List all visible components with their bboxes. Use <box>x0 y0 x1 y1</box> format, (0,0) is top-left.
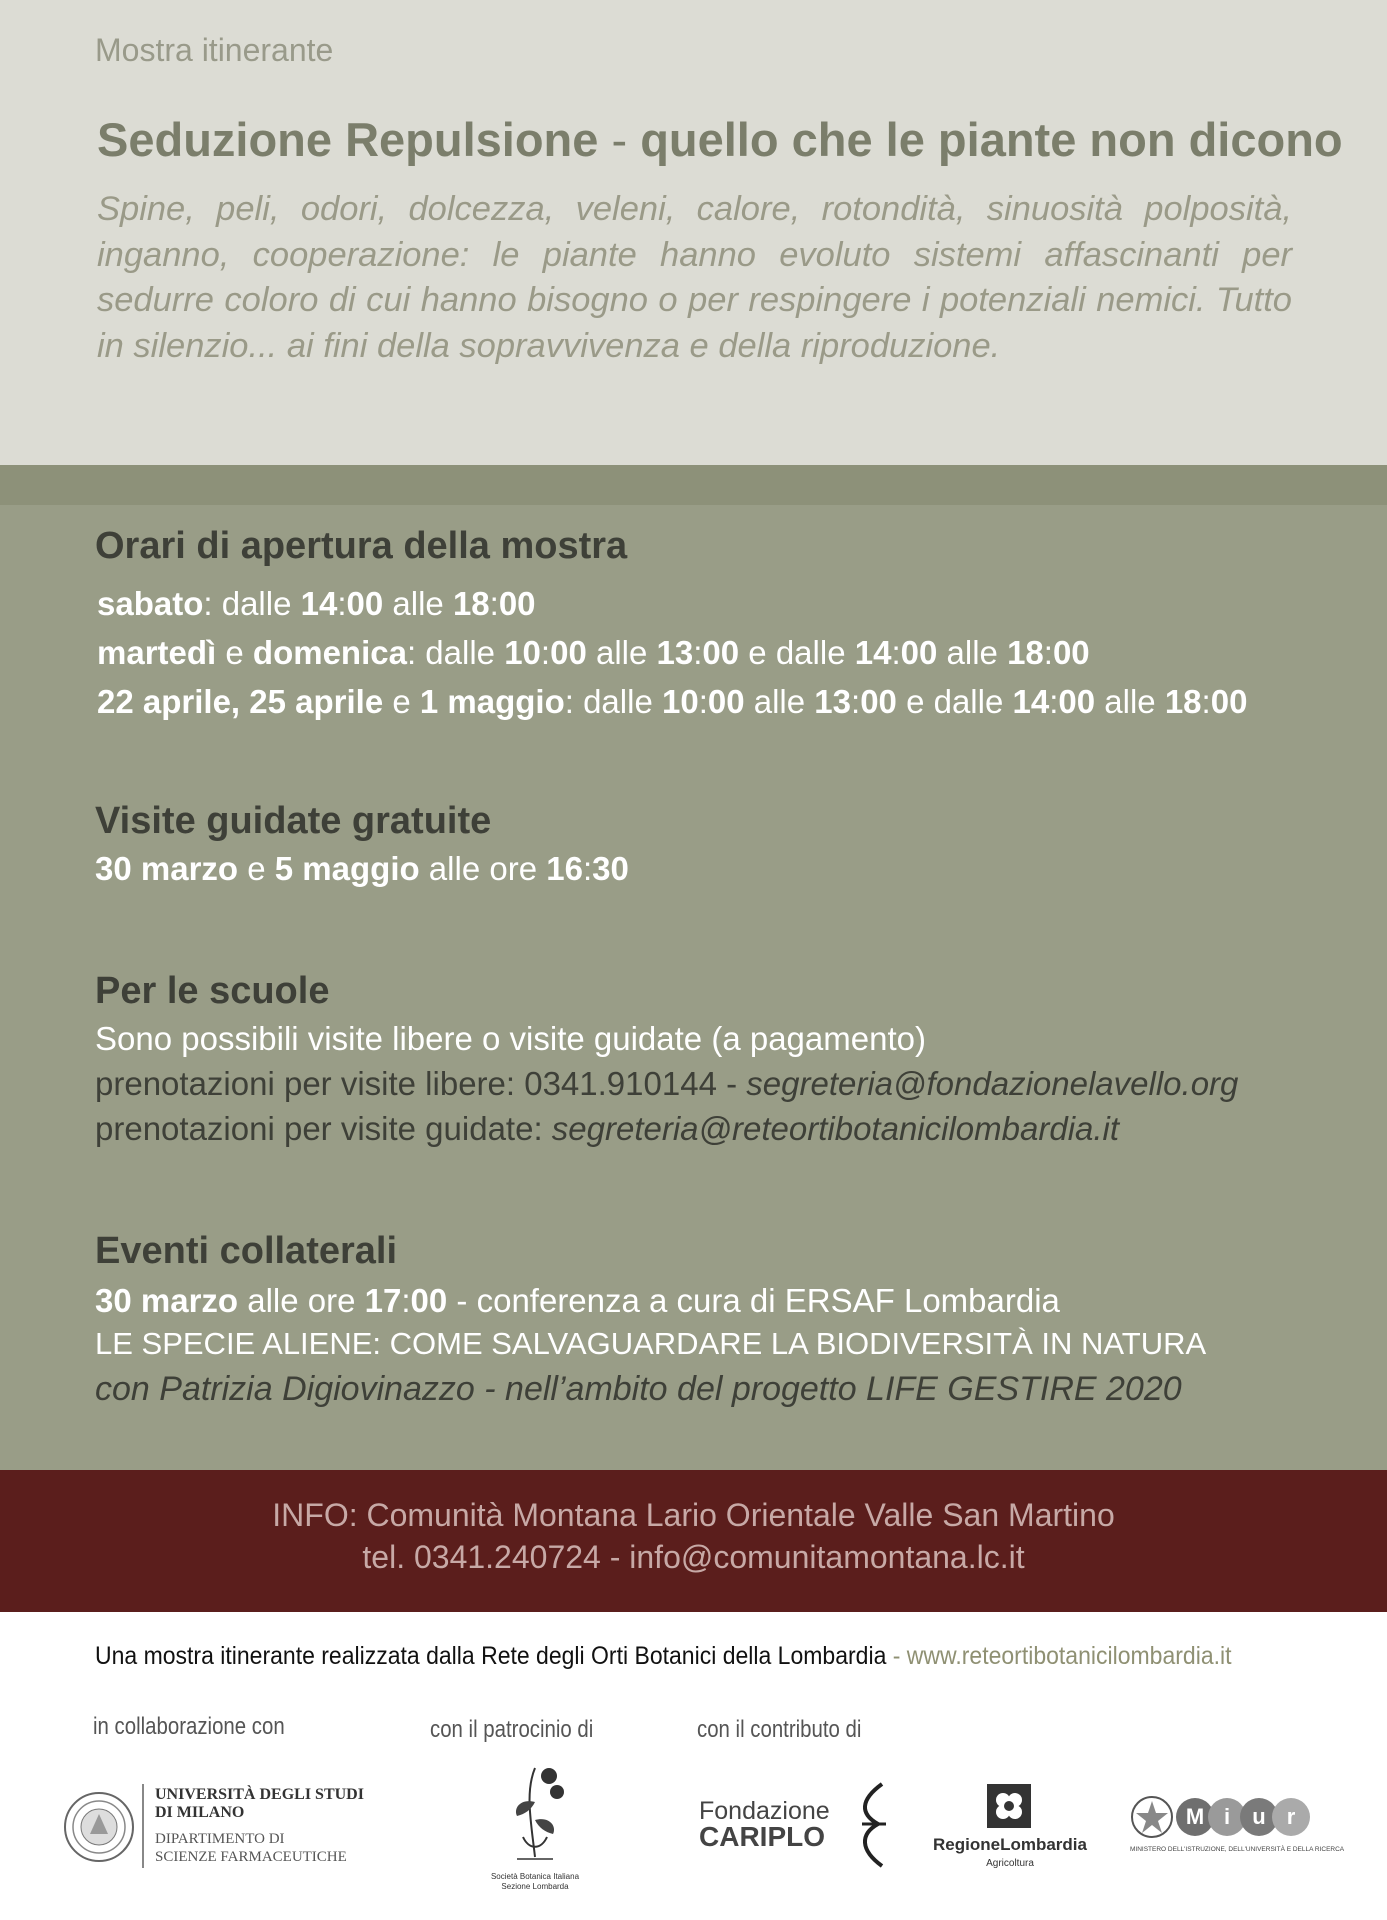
eventi-title: LE SPECIE ALIENE: COME SALVAGUARDARE LA BIODIVERSITÀ IN NATURA <box>95 1326 1207 1361</box>
unimi-department: DIPARTIMENTO DI SCIENZE FARMACEUTICHE <box>155 1831 347 1865</box>
miur-letter: i <box>1208 1798 1246 1836</box>
sbi-caption: Società Botanica Italiana Sezione Lombarda <box>490 1872 580 1891</box>
regione-name: RegioneLombardia <box>933 1835 1087 1854</box>
regione-lombardia-icon <box>987 1784 1031 1828</box>
orari-heading: Orari di apertura della mostra <box>95 525 628 567</box>
cariplo-logo: Fondazione CARIPLO <box>699 1797 830 1852</box>
unimi-seal-icon <box>62 1790 136 1864</box>
miur-letter: r <box>1272 1798 1310 1836</box>
visite-dates: 30 marzo e 5 maggio alle ore 16:30 <box>95 850 629 887</box>
scuole-heading: Per le scuole <box>95 970 330 1012</box>
botanical-society-icon <box>495 1762 575 1872</box>
eventi-heading: Eventi collaterali <box>95 1230 398 1272</box>
miur-logo <box>1176 1798 1336 1838</box>
info-line-2: tel. 0341.240724 - info@comunitamontana.lc.it <box>362 1539 1025 1575</box>
info-line-1: INFO: Comunità Montana Lario Orientale Valle San Martino <box>272 1497 1115 1533</box>
italian-emblem-icon <box>1130 1795 1174 1839</box>
scuole-line-2: prenotazioni per visite libere: 0341.910144 - segreteria@fondazionelavello.org <box>95 1065 1239 1102</box>
cariplo-mark-icon <box>852 1780 890 1870</box>
kicker: Mostra itinerante <box>95 32 334 68</box>
contributo-label: con il contributo di <box>697 1716 862 1743</box>
patrocinio-label: con il patrocinio di <box>430 1716 594 1743</box>
orari-line-martedi: martedì e domenica: dalle 10:00 alle 13:00 e dalle 14:00 alle 18:00 <box>97 634 1090 671</box>
email-link[interactable]: segreteria@fondazionelavello.org <box>746 1065 1239 1102</box>
footer-credit: Una mostra itinerante realizzata dalla Rete degli Orti Botanici della Lombardia - www.reteortibotanicilombardia.it <box>95 1642 1232 1670</box>
orari-line-sabato: sabato: dalle 14:00 alle 18:00 <box>97 585 536 622</box>
email-link[interactable]: segreteria@reteortibotanicilombardia.it <box>551 1110 1120 1147</box>
lead-paragraph: Spine, peli, odori, dolcezza, veleni, calore, rotondità, sinuosità polposità, inganno, cooperazione: le piante hanno evoluto sistemi affascinanti per sedurre coloro di cui hanno bisogno o per respingere i potenziali nemici. Tutto in silenzio... ai fini della sopravvivenza e della riproduzione. <box>97 190 1292 365</box>
website-link[interactable]: www.reteortibotanicilombardia.it <box>906 1642 1232 1670</box>
eventi-credit: con Patrizia Digiovinazzo - nell’ambito del progetto LIFE GESTIRE 2020 <box>95 1370 1182 1408</box>
miur-letter: u <box>1240 1798 1278 1836</box>
visite-heading: Visite guidate gratuite <box>95 800 492 842</box>
unimi-divider <box>142 1784 144 1868</box>
orari-line-festivi: 22 aprile, 25 aprile e 1 maggio: dalle 10:00 alle 13:00 e dalle 14:00 alle 18:00 <box>97 683 1248 720</box>
scuole-line-3: prenotazioni per visite guidate: segreteria@reteortibotanicilombardia.it <box>95 1110 1120 1147</box>
scuole-line-1: Sono possibili visite libere o visite guidate (a pagamento) <box>95 1020 926 1057</box>
unimi-name: UNIVERSITÀ DEGLI STUDI DI MILANO <box>155 1786 364 1821</box>
page-title: Seduzione Repulsione - quello che le piante non dicono <box>97 113 1343 166</box>
miur-letter: M <box>1176 1798 1214 1836</box>
miur-caption: MINISTERO DELL'ISTRUZIONE, DELL'UNIVERSITÀ E DELLA RICERCA <box>1130 1846 1345 1853</box>
details-top-band <box>0 465 1387 505</box>
collab-label: in collaborazione con <box>93 1713 285 1740</box>
regione-sub: Agricoltura <box>986 1858 1034 1869</box>
eventi-date: 30 marzo alle ore 17:00 - conferenza a cura di ERSAF Lombardia <box>95 1282 1060 1319</box>
